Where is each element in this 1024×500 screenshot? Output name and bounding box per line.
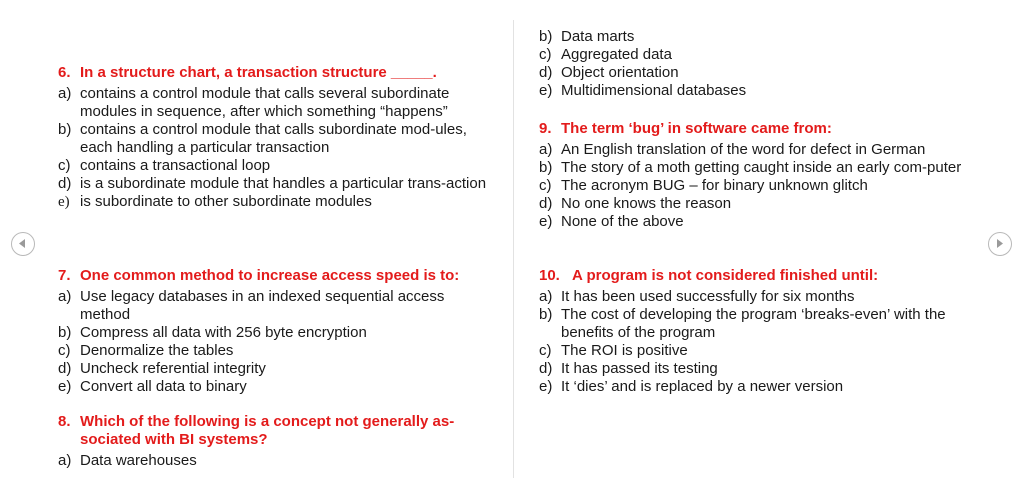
option-c[interactable] (58, 157, 498, 175)
question-text: One common method to increase access speed is to: (80, 267, 460, 284)
option-text: Denormalize the tables (80, 342, 234, 359)
question-number: 10. (539, 267, 560, 284)
question-title (58, 413, 498, 449)
option-text: is subordinate to other subordinate modules (80, 193, 372, 210)
option-a[interactable] (58, 452, 498, 470)
option-b[interactable] (539, 28, 969, 46)
option-text: Data warehouses (80, 452, 197, 469)
option-text: The ROI is positive (561, 342, 688, 359)
option-label: c) (539, 177, 552, 194)
option-d[interactable] (539, 195, 969, 213)
question-text: The term ‘bug’ in software came from: (561, 120, 832, 137)
option-label: d) (539, 360, 553, 377)
option-label: c) (539, 46, 552, 63)
option-label: e) (539, 378, 553, 395)
option-e[interactable] (539, 378, 969, 396)
option-text: The story of a moth getting caught inside an early com-puter (561, 159, 962, 176)
option-c[interactable] (539, 177, 969, 195)
option-label: a) (58, 85, 72, 102)
triangle-right-icon (989, 233, 1010, 254)
question-8-continued (539, 28, 969, 100)
question-title (539, 120, 969, 138)
option-c[interactable] (539, 342, 969, 360)
option-label: e) (539, 82, 553, 99)
question-7 (58, 267, 498, 396)
option-label: e) (58, 194, 70, 210)
option-label: d) (539, 64, 553, 81)
question-9 (539, 120, 969, 231)
option-a[interactable] (58, 288, 498, 324)
option-b[interactable] (58, 324, 498, 342)
option-text: Multidimensional databases (561, 82, 747, 99)
option-d[interactable] (58, 360, 498, 378)
option-d[interactable] (58, 175, 498, 193)
option-a[interactable] (58, 85, 498, 121)
option-b[interactable] (539, 159, 969, 177)
option-label: a) (58, 452, 72, 469)
question-text: In a structure chart, a transaction structure _____. (80, 64, 437, 81)
option-label: e) (539, 213, 553, 230)
column-divider (513, 20, 514, 478)
option-text: Uncheck referential integrity (80, 360, 266, 377)
option-text: Data marts (561, 28, 635, 45)
question-10 (539, 267, 969, 396)
option-b[interactable] (58, 121, 498, 157)
question-title (58, 64, 498, 82)
option-text: contains a transactional loop (80, 157, 271, 174)
question-8 (58, 413, 498, 470)
option-label: b) (58, 324, 72, 341)
question-title (539, 267, 969, 285)
option-a[interactable] (539, 141, 969, 159)
option-d[interactable] (539, 360, 969, 378)
option-label: b) (539, 306, 553, 323)
option-label: d) (58, 175, 72, 192)
option-c[interactable] (539, 46, 969, 64)
option-label: a) (539, 288, 553, 305)
option-text: contains a control module that calls several subordinate modules in sequence, after which something “happens” (80, 85, 450, 120)
question-text: Which of the following is a concept not generally as-sociated with BI systems? (80, 413, 455, 448)
option-e[interactable] (539, 213, 969, 231)
option-label: d) (58, 360, 72, 377)
option-text: is a subordinate module that handles a particular trans-action (80, 175, 487, 192)
option-label: a) (58, 288, 72, 305)
next-page-button[interactable] (988, 232, 1012, 256)
option-text: It has passed its testing (561, 360, 718, 377)
option-text: The cost of developing the program ‘breaks-even’ with the benefits of the program (561, 306, 946, 341)
option-text: Use legacy databases in an indexed sequential access method (80, 288, 445, 323)
option-e[interactable] (58, 193, 498, 211)
triangle-left-icon (12, 233, 33, 254)
option-label: e) (58, 378, 72, 395)
option-a[interactable] (539, 288, 969, 306)
question-number: 7. (58, 267, 71, 284)
option-label: c) (58, 342, 71, 359)
option-label: c) (58, 157, 71, 174)
question-number: 8. (58, 413, 71, 430)
question-6 (58, 64, 498, 211)
option-text: An English translation of the word for defect in German (561, 141, 926, 158)
option-text: contains a control module that calls subordinate mod-ules, each handling a particular transaction (80, 121, 467, 156)
option-text: Aggregated data (561, 46, 672, 63)
option-text: Convert all data to binary (80, 378, 247, 395)
option-text: It ‘dies’ and is replaced by a newer version (561, 378, 844, 395)
question-number: 9. (539, 120, 552, 137)
option-text: It has been used successfully for six months (561, 288, 855, 305)
option-e[interactable] (539, 82, 969, 100)
question-title (58, 267, 498, 285)
option-b[interactable] (539, 306, 969, 342)
option-text: None of the above (561, 213, 684, 230)
previous-page-button[interactable] (11, 232, 35, 256)
option-text: The acronym BUG – for binary unknown glitch (561, 177, 868, 194)
option-label: b) (539, 159, 553, 176)
option-text: Compress all data with 256 byte encryption (80, 324, 367, 341)
option-e[interactable] (58, 378, 498, 396)
option-label: a) (539, 141, 553, 158)
option-text: No one knows the reason (561, 195, 732, 212)
option-label: d) (539, 195, 553, 212)
option-label: b) (58, 121, 72, 138)
option-text: Object orientation (561, 64, 679, 81)
option-d[interactable] (539, 64, 969, 82)
question-number: 6. (58, 64, 71, 81)
option-label: c) (539, 342, 552, 359)
option-label: b) (539, 28, 553, 45)
option-c[interactable] (58, 342, 498, 360)
question-text: A program is not considered finished until: (572, 267, 879, 284)
